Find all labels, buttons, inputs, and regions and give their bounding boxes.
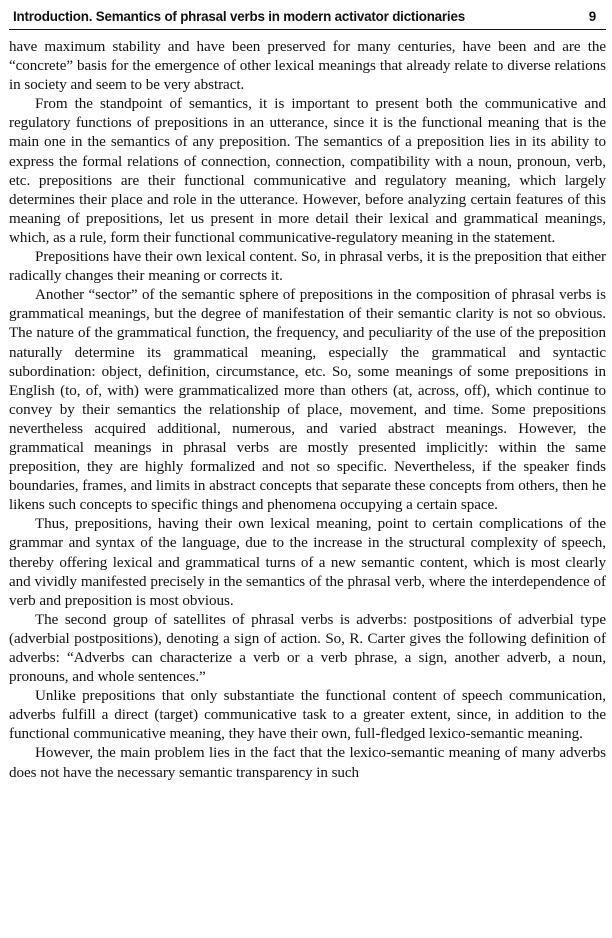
body-text [9, 38, 606, 783]
paragraph: Prepositions have their own lexical content. So, in phrasal verbs, it is the preposition that either radically changes their meaning or corrects it. [9, 249, 606, 285]
running-header [9, 0, 606, 30]
paragraph: Another “sector” of the semantic sphere of prepositions in the composition of phrasal verbs is grammatical meanings, but the degree of manifestation of their semantic clarity is not so obvious. The nature of the grammatical function, the frequency, and peculiarity of the use of the preposition naturally determine its grammatical meaning, especially the grammatical and syntactic subordination: object, definition, circumstance, etc. So, some meanings of some prepositions in English (to, of, with) were grammaticalized more than others (at, across, off), which continue to convey by their semantics the relationship of place, movement, and time. Some prepositions nevertheless acquired additional, numerous, and varied abstract meanings. However, the grammatical meanings in phrasal verbs are mostly presented implicitly: within the same preposition, they are highly formalized and not so specific. Nevertheless, if the speaker finds boundaries, frames, and limits in abstract concepts that separate these concepts from others, then he likens such concepts to specific things and phenomena occupying a certain space. [9, 287, 606, 514]
paragraph: From the standpoint of semantics, it is important to present both the communicative and regulatory functions of prepositions in an utterance, since it is the functional meaning that is the main one in the semantics of any preposition. The semantics of a preposition lies in its ability to express the formal relations of connection, connection, compatibility with a noun, pronoun, verb, etc. prepositions are their functional communicative and regulatory meaning, which largely determines their place and role in the utterance. However, before analyzing certain features of this meaning of prepositions, let us present in more detail their lexical and grammatical meanings, which, as a rule, form their functional communicative-regulatory meaning in the statement. [9, 96, 606, 246]
paragraph-continued: have maximum stability and have been preserved for many centuries, have been and are the “concrete” basis for the emergence of other lexical meanings that already relate to diverse relations in society and seem to be very abstract. [9, 39, 606, 94]
page-number: 9 [588, 9, 596, 24]
paragraph: The second group of satellites of phrasal verbs is adverbs: postpositions of adverbial type (adverbial postpositions), denoting a sign of action. So, R. Carter gives the following definition of adverbs: “Adverbs can characterize a verb or a verb phrase, a sign, another adverb, a noun, pronouns, and whole sentences.” [9, 611, 606, 686]
paragraph: However, the main problem lies in the fact that the lexico-semantic meaning of many adverbs does not have the necessary semantic transparency in such [9, 745, 606, 781]
running-title: Introduction. Semantics of phrasal verbs in modern activator dictionaries [13, 9, 465, 24]
paragraph: Unlike prepositions that only substantiate the functional content of speech communication, adverbs fulfill a direct (target) communicative task to a greater extent, since, in addition to the functional communicative meaning, they have their own, full-fledged lexico-semantic meaning. [9, 688, 606, 743]
paragraph: Thus, prepositions, having their own lexical meaning, point to certain complications of the grammar and syntax of the language, due to the increase in the structural complexity of speech, thereby offering lexical and grammatical turns of a new semantic content, which is most clearly and vividly manifested precisely in the semantics of the phrasal verb, where the interdependence of verb and preposition is most obvious. [9, 516, 606, 609]
